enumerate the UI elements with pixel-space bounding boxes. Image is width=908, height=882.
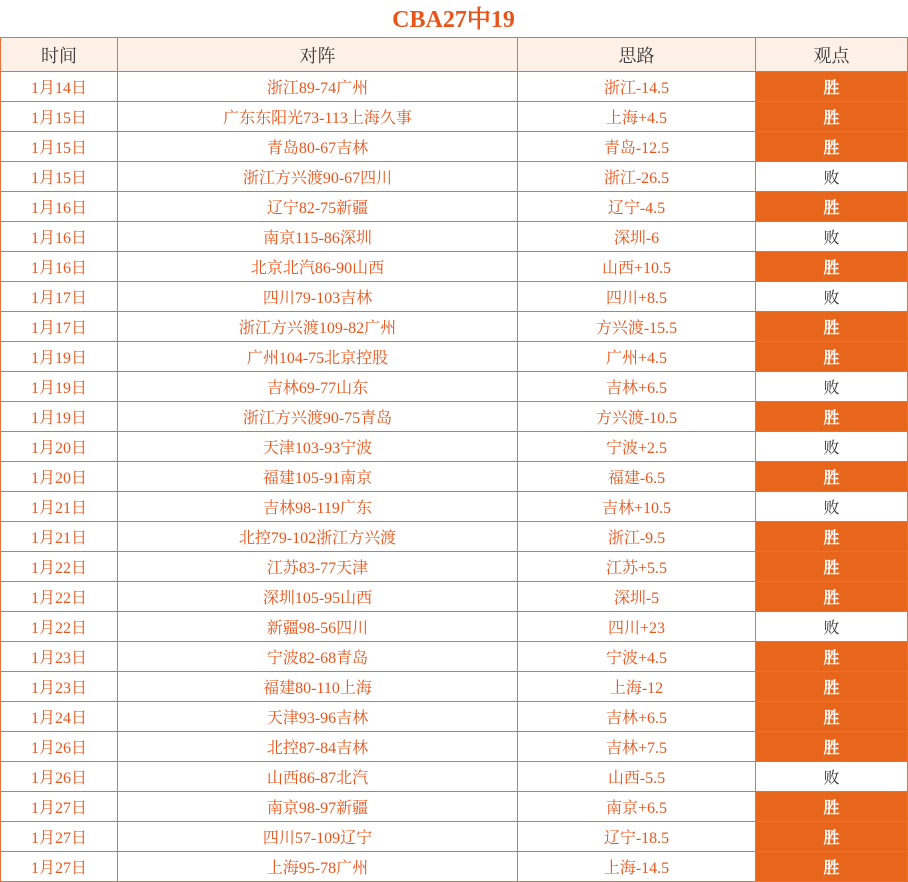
cell-time: 1月26日	[1, 732, 118, 762]
cell-idea: 吉林+7.5	[518, 732, 756, 762]
cell-time: 1月22日	[1, 612, 118, 642]
cell-match: 吉林98-119广东	[118, 492, 518, 522]
cell-result-badge: 胜	[756, 702, 908, 732]
table-row	[1, 492, 908, 522]
cell-result-badge: 败	[756, 282, 908, 312]
cell-result-badge: 胜	[756, 522, 908, 552]
cell-result-badge: 胜	[756, 732, 908, 762]
cell-idea: 四川+23	[518, 612, 756, 642]
cell-result-badge: 胜	[756, 792, 908, 822]
cell-result-badge: 胜	[756, 192, 908, 222]
cell-result-badge: 胜	[756, 102, 908, 132]
cell-time: 1月19日	[1, 342, 118, 372]
cell-idea: 吉林+6.5	[518, 702, 756, 732]
cell-time: 1月15日	[1, 102, 118, 132]
cell-result-badge: 胜	[756, 672, 908, 702]
cell-result-badge: 败	[756, 162, 908, 192]
cell-match: 北控87-84吉林	[118, 732, 518, 762]
cell-time: 1月24日	[1, 702, 118, 732]
cell-match: 天津93-96吉林	[118, 702, 518, 732]
cell-idea: 山西+10.5	[518, 252, 756, 282]
column-header-time: 时间	[1, 38, 118, 72]
cell-time: 1月26日	[1, 762, 118, 792]
cell-idea: 山西-5.5	[518, 762, 756, 792]
cell-time: 1月21日	[1, 492, 118, 522]
cell-idea: 青岛-12.5	[518, 132, 756, 162]
cell-match: 浙江方兴渡109-82广州	[118, 312, 518, 342]
cell-idea: 江苏+5.5	[518, 552, 756, 582]
cell-result-badge: 胜	[756, 582, 908, 612]
table-row	[1, 252, 908, 282]
cell-idea: 浙江-26.5	[518, 162, 756, 192]
cell-result-badge: 胜	[756, 552, 908, 582]
cell-match: 深圳105-95山西	[118, 582, 518, 612]
cell-result-badge: 胜	[756, 312, 908, 342]
cell-result-badge: 败	[756, 492, 908, 522]
table-row	[1, 312, 908, 342]
cell-result-badge: 败	[756, 222, 908, 252]
cell-idea: 辽宁-18.5	[518, 822, 756, 852]
table-row	[1, 372, 908, 402]
cell-match: 浙江方兴渡90-67四川	[118, 162, 518, 192]
cell-time: 1月27日	[1, 852, 118, 882]
cell-match: 四川57-109辽宁	[118, 822, 518, 852]
cell-time: 1月17日	[1, 282, 118, 312]
table-body	[1, 72, 908, 882]
cell-match: 南京98-97新疆	[118, 792, 518, 822]
cell-match: 江苏83-77天津	[118, 552, 518, 582]
table-row	[1, 342, 908, 372]
cell-time: 1月20日	[1, 432, 118, 462]
table-row	[1, 282, 908, 312]
cell-idea: 辽宁-4.5	[518, 192, 756, 222]
cell-match: 北京北汽86-90山西	[118, 252, 518, 282]
table-row	[1, 732, 908, 762]
cell-match: 天津103-93宁波	[118, 432, 518, 462]
table-row	[1, 222, 908, 252]
cell-result-badge: 败	[756, 612, 908, 642]
cell-match: 福建105-91南京	[118, 462, 518, 492]
cell-idea: 浙江-9.5	[518, 522, 756, 552]
cell-idea: 宁波+2.5	[518, 432, 756, 462]
column-header-view: 观点	[756, 38, 908, 72]
cell-match: 青岛80-67吉林	[118, 132, 518, 162]
cell-match: 广东东阳光73-113上海久事	[118, 102, 518, 132]
cell-match: 新疆98-56四川	[118, 612, 518, 642]
cell-idea: 方兴渡-15.5	[518, 312, 756, 342]
cell-result-badge: 胜	[756, 72, 908, 102]
cell-result-badge: 胜	[756, 852, 908, 882]
cell-match: 南京115-86深圳	[118, 222, 518, 252]
cell-idea: 浙江-14.5	[518, 72, 756, 102]
table-row	[1, 642, 908, 672]
cell-result-badge: 胜	[756, 252, 908, 282]
cell-result-badge: 败	[756, 762, 908, 792]
cell-time: 1月19日	[1, 372, 118, 402]
cell-time: 1月23日	[1, 672, 118, 702]
cell-idea: 广州+4.5	[518, 342, 756, 372]
cell-result-badge: 败	[756, 372, 908, 402]
cell-time: 1月22日	[1, 582, 118, 612]
cell-time: 1月14日	[1, 72, 118, 102]
cell-match: 浙江方兴渡90-75青岛	[118, 402, 518, 432]
cell-idea: 上海-12	[518, 672, 756, 702]
cell-match: 辽宁82-75新疆	[118, 192, 518, 222]
cell-match: 宁波82-68青岛	[118, 642, 518, 672]
cell-result-badge: 胜	[756, 342, 908, 372]
cell-time: 1月23日	[1, 642, 118, 672]
cell-time: 1月27日	[1, 822, 118, 852]
cell-time: 1月21日	[1, 522, 118, 552]
cell-idea: 方兴渡-10.5	[518, 402, 756, 432]
cell-result-badge: 胜	[756, 462, 908, 492]
table-row	[1, 582, 908, 612]
table-row	[1, 72, 908, 102]
cell-result-badge: 胜	[756, 822, 908, 852]
cell-result-badge: 胜	[756, 642, 908, 672]
cell-time: 1月22日	[1, 552, 118, 582]
cell-match: 山西86-87北汽	[118, 762, 518, 792]
table-row	[1, 162, 908, 192]
cell-idea: 吉林+10.5	[518, 492, 756, 522]
cell-time: 1月16日	[1, 222, 118, 252]
cell-idea: 上海-14.5	[518, 852, 756, 882]
cell-idea: 深圳-5	[518, 582, 756, 612]
table-row	[1, 672, 908, 702]
table-row	[1, 402, 908, 432]
cell-idea: 吉林+6.5	[518, 372, 756, 402]
page-title: CBA27中19	[392, 7, 515, 33]
cell-match: 北控79-102浙江方兴渡	[118, 522, 518, 552]
cell-match: 四川79-103吉林	[118, 282, 518, 312]
table-row	[1, 762, 908, 792]
cell-idea: 福建-6.5	[518, 462, 756, 492]
cell-time: 1月16日	[1, 192, 118, 222]
cell-match: 广州104-75北京控股	[118, 342, 518, 372]
cell-time: 1月17日	[1, 312, 118, 342]
table-row	[1, 132, 908, 162]
table-row	[1, 462, 908, 492]
cell-match: 福建80-110上海	[118, 672, 518, 702]
cell-time: 1月20日	[1, 462, 118, 492]
cell-result-badge: 败	[756, 432, 908, 462]
cell-time: 1月15日	[1, 132, 118, 162]
table-row	[1, 552, 908, 582]
table-row	[1, 102, 908, 132]
table-row	[1, 432, 908, 462]
cell-match: 上海95-78广州	[118, 852, 518, 882]
cell-time: 1月27日	[1, 792, 118, 822]
column-header-idea: 思路	[518, 38, 756, 72]
results-table	[0, 37, 908, 882]
cell-idea: 四川+8.5	[518, 282, 756, 312]
table-row	[1, 522, 908, 552]
cell-time: 1月19日	[1, 402, 118, 432]
column-header-match: 对阵	[118, 38, 518, 72]
cell-idea: 宁波+4.5	[518, 642, 756, 672]
table-row	[1, 612, 908, 642]
table-row	[1, 852, 908, 882]
table-row	[1, 792, 908, 822]
cell-idea: 南京+6.5	[518, 792, 756, 822]
table-row	[1, 702, 908, 732]
cell-match: 吉林69-77山东	[118, 372, 518, 402]
cell-time: 1月15日	[1, 162, 118, 192]
table-row	[1, 822, 908, 852]
cell-idea: 深圳-6	[518, 222, 756, 252]
cell-time: 1月16日	[1, 252, 118, 282]
table-row	[1, 192, 908, 222]
cell-idea: 上海+4.5	[518, 102, 756, 132]
cell-match: 浙江89-74广州	[118, 72, 518, 102]
cell-result-badge: 胜	[756, 132, 908, 162]
cell-result-badge: 胜	[756, 402, 908, 432]
table-header-row	[1, 38, 908, 72]
